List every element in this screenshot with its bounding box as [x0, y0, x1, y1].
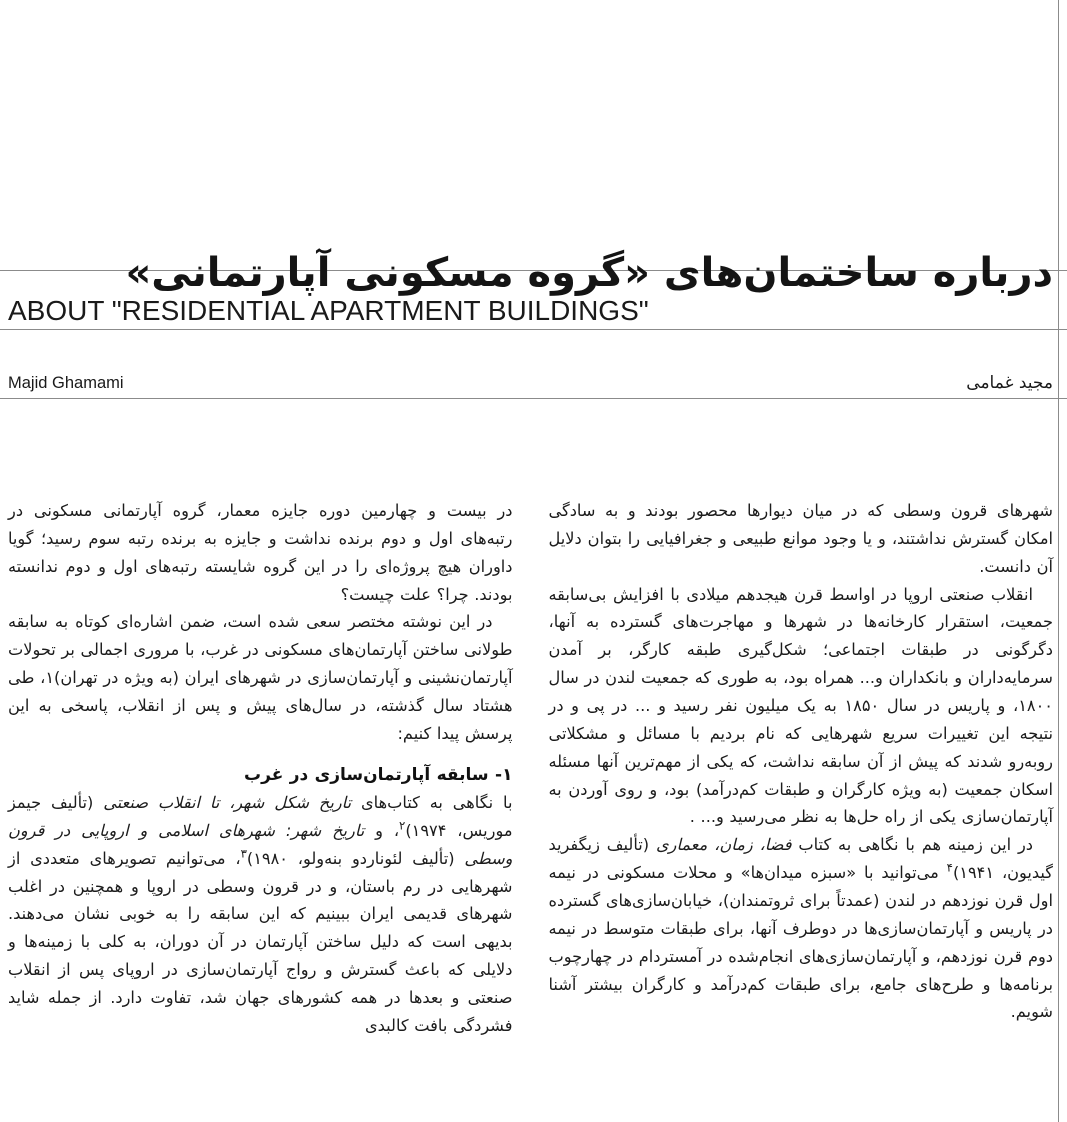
footnote-marker: ٣ — [240, 846, 247, 861]
book-title: فضا، زمان، معماری — [656, 835, 792, 855]
author-name-english: Majid Ghamami — [8, 374, 124, 392]
page-margin-vertical-rule — [1058, 0, 1059, 1122]
body-columns — [8, 497, 1053, 1118]
paragraph-rich: در این زمینه هم با نگاهی به کتاب فضا، زمان، معماری (تألیف زیگفرید گیدیون، ۱۹۴۱)$^۴$ می‌توانید با «سبزه میدان‌ها» و محلات مسکونی در نیمه اول قرن نوزدهم در لندن (عمدتاً برای ثروتمندان)، خیابان‌سازی‌های گسترده در پاریس و آپارتمان‌سازی‌ها در دوطرف آنها، برای طبقات متوسط در نیمه دوم قرن نوزدهم، و آپارتمان‌سازی‌های انجام‌شده در آمستردام در چهارچوب برنامه‌ها و طرح‌های جامع، برای طبقات کم‌درآمد و کارگران بیشتر آشنا شویم. — [548, 835, 1054, 1022]
page-title-persian: درباره ساختمان‌های «گروه مسکونی آپارتمانی» — [125, 249, 1053, 296]
column-left — [549, 497, 1054, 1118]
author-name-persian: مجید غمامی — [966, 373, 1053, 393]
paragraph: انقلاب صنعتی اروپا در اواسط قرن هیجدهم میلادی با افزایش بی‌سابقه جمعیت، استقرار کارخانه‌ها در شهرها و مهاجرت‌های گسترده به آنها، دگرگونی در طبقات اجتماعی؛ شکل‌گیری طبقه کارگر، بر آمدن سرمایه‌داران و بانکداران و... همراه بود، به طوری که جمعیت لندن در سال ۱۸۰۰، و پاریس در سال ۱۸۵۰ به یک میلیون نفر رسید و ... در پی و در نتیجه این تغییرات سریع شهرهایی که نام بردیم با مسائل و مشکلاتی روبه‌رو شدند که پیش از آن سابقه نداشت، که یکی از مهم‌ترین آنها مسئله اسکان جمعیت (به ویژه کارگران و طبقات کم‌درآمد) بود، و روی آوردن به آپارتمان‌سازی یکی از راه حل‌ها به نظر می‌رسید و... . — [548, 584, 1053, 827]
column-right — [8, 497, 513, 1118]
book-title: تاریخ شکل شهر، تا انقلاب صنعتی — [103, 792, 352, 812]
page-title-english: ABOUT "RESIDENTIAL APARTMENT BUILDINGS" — [8, 295, 649, 326]
book-title: تاریخ شهر: شهرهای اسلامی و اروپایی در قرون وسطی — [8, 820, 513, 868]
footnote-marker: ۴ — [946, 860, 953, 875]
paragraph: شهرهای قرون وسطی که در میان دیوارها محصور بودند و به سادگی امکان گسترش نداشتند، و یا وجود موانع طبیعی و جغرافیایی را بتوان دلایل آن دانست. — [548, 501, 1053, 576]
paragraph-rich: با نگاهی به کتاب‌های تاریخ شکل شهر، تا انقلاب صنعتی (تألیف جیمز موریس، ۱۹۷۴)$^٢$، و تاریخ شهر: شهرهای اسلامی و اروپایی در قرون وسطی (تألیف لئوناردو بنه‌ولو، ۱۹۸۰)$^٣$، می‌توانیم تصویرهای متعددی از شهرهایی در رم باستان، و در قرون وسطی در اروپا و همچنین در اغلب شهرهای قدیمی ایران ببینیم که این سابقه را به خوبی نشان می‌دهند. بدیهی است که دلیل ساختن آپارتمان در آن دوران، به کلی با زمینه‌ها و دلایلی که باعث گسترش و رواج آپارتمان‌سازی در اروپای پس از انقلاب صنعتی و بعدها در همه کشورهای جهان شد، تفاوت دارد. از جمله شاید فشردگی بافت کالبدی — [8, 792, 513, 1035]
footnote-marker: ٢ — [399, 818, 406, 833]
author-row — [8, 374, 1053, 400]
paragraph: در بیست و چهارمین دوره جایزه معمار، گروه آپارتمانی مسکونی در رتبه‌های اول و دوم برنده نداشت و جایزه به برنده رتبه سوم رسید؛ گویا داوران هیچ پروژه‌ای را در این گروه شایسته رتبه‌های اول و دوم ندانسته بودند. چرا؟ علت چیست؟ — [8, 501, 513, 604]
header-rule-middle — [0, 329, 1067, 330]
section-heading: ۱- سابقه آپارتمان‌سازی در غرب — [244, 764, 513, 785]
paragraph: در این نوشته مختصر سعی شده است، ضمن اشاره‌ای کوتاه به سابقه طولانی ساختن آپارتمان‌های مسکونی در غرب، با مروری اجمالی بر تحولات آپارتمان‌نشینی و آپارتمان‌سازی در شهرهای ایران (به ویژه در تهران)١، طی هشتاد سال گذشته، در سال‌های پیش و پس از انقلاب، پاسخی به این پرسش پیدا کنیم: — [8, 612, 513, 743]
